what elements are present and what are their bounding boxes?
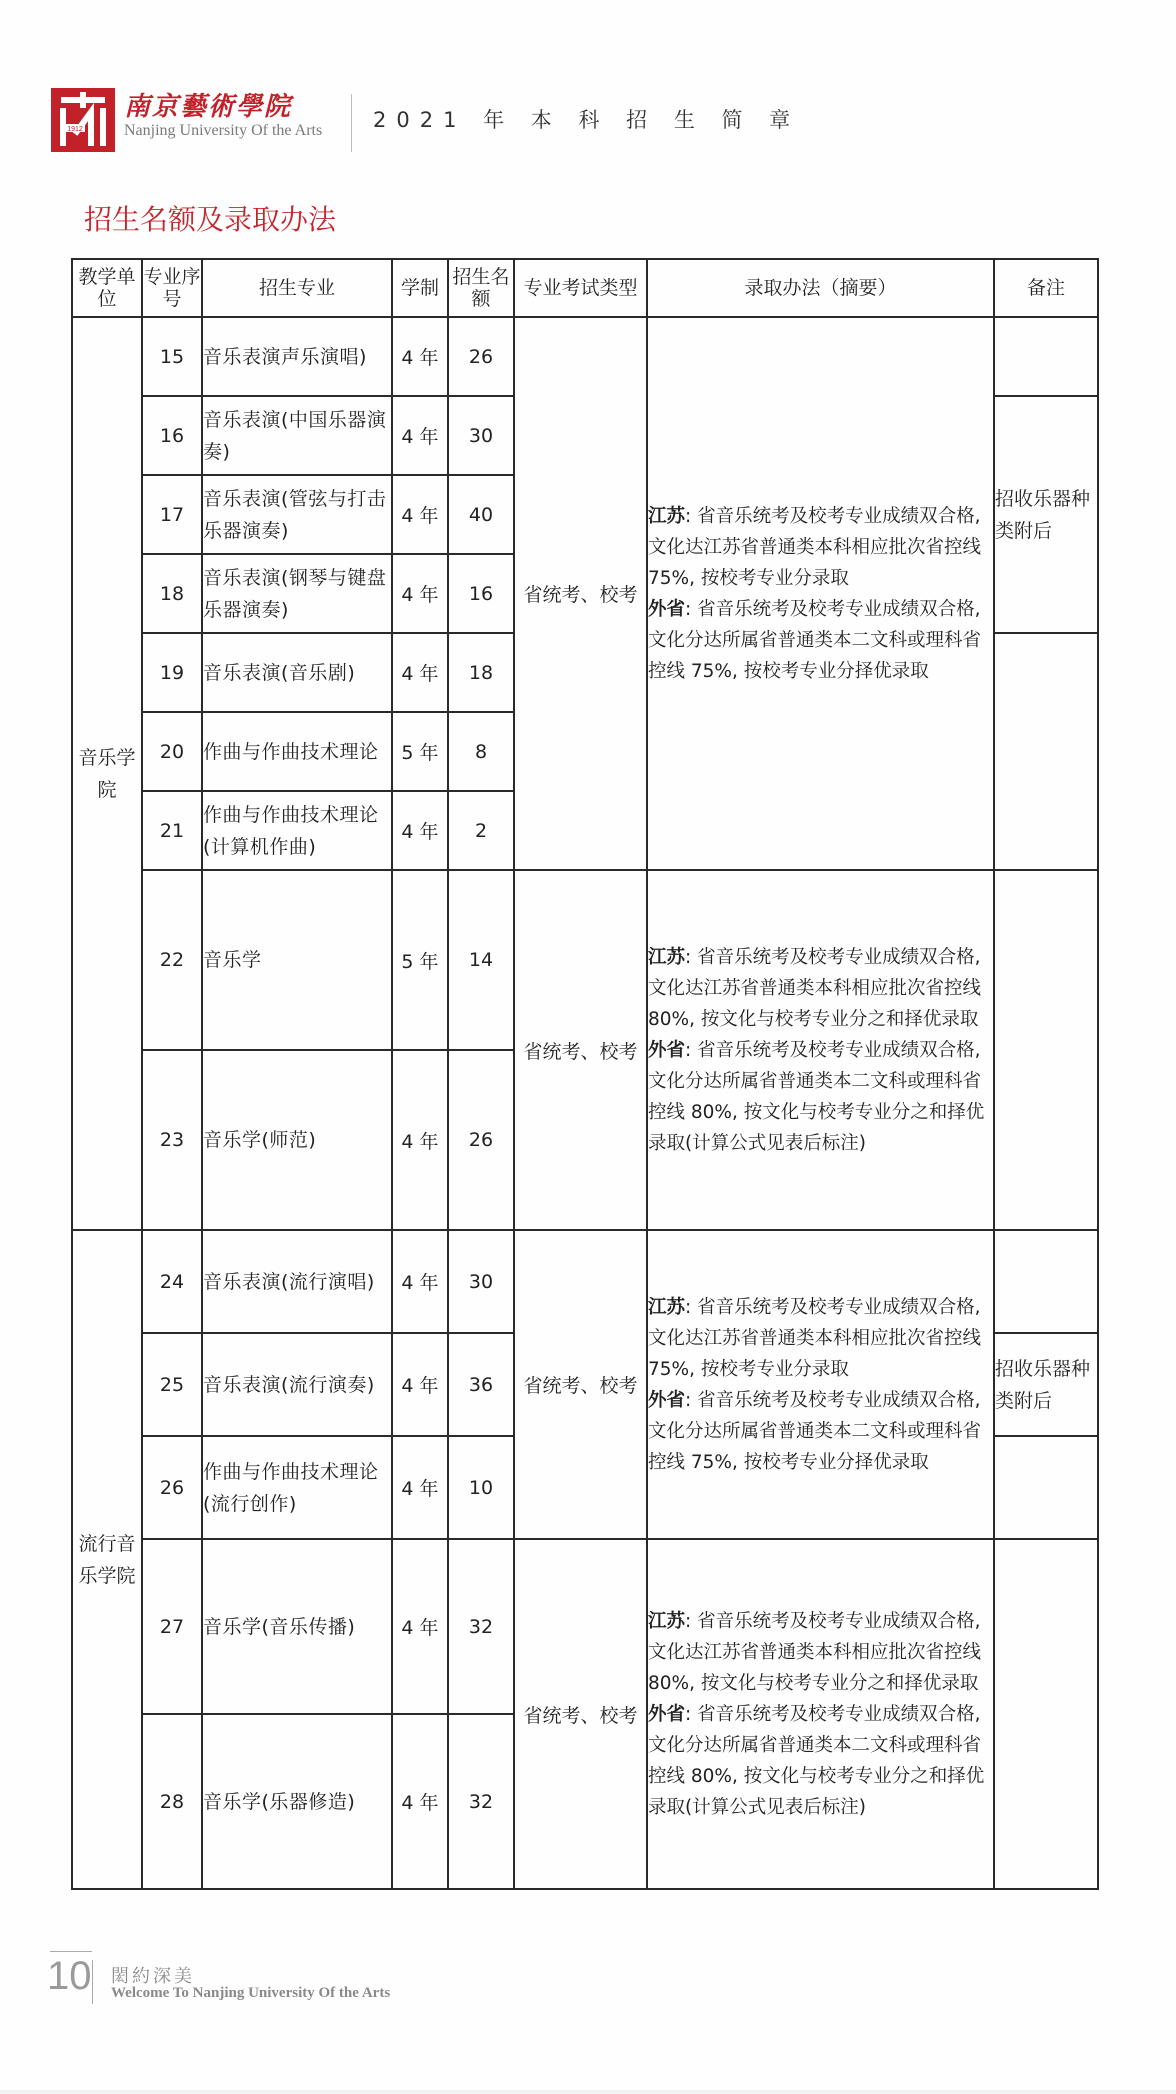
row-duration: 4 年 <box>392 1539 448 1714</box>
row-no: 17 <box>142 475 202 554</box>
row-duration: 5 年 <box>392 870 448 1050</box>
row-major: 作曲与作曲技术理论(流行创作) <box>202 1436 392 1539</box>
header-exam-type: 专业考试类型 <box>514 259 647 317</box>
table-row <box>72 317 1098 396</box>
remark-cell <box>994 1436 1098 1539</box>
row-duration: 4 年 <box>392 475 448 554</box>
header-quota: 招生名额 <box>448 259 514 317</box>
remark-cell <box>994 317 1098 396</box>
row-duration: 4 年 <box>392 1714 448 1889</box>
remark-cell: 招收乐器种类附后 <box>994 1333 1098 1436</box>
row-quota: 10 <box>448 1436 514 1539</box>
row-quota: 2 <box>448 791 514 870</box>
row-quota: 36 <box>448 1333 514 1436</box>
remark-cell <box>994 870 1098 1230</box>
university-name-en: Nanjing University Of the Arts <box>124 122 323 139</box>
unit-cell: 流行音乐学院 <box>72 1230 142 1889</box>
bottom-strip <box>0 2090 1176 2094</box>
row-quota: 32 <box>448 1714 514 1889</box>
remark-cell <box>994 633 1098 870</box>
row-no: 20 <box>142 712 202 791</box>
header-method: 录取办法（摘要） <box>647 259 994 317</box>
row-no: 23 <box>142 1050 202 1230</box>
header-no: 专业序号 <box>142 259 202 317</box>
exam-type-cell: 省统考、校考 <box>514 1230 647 1539</box>
remark-cell <box>994 1539 1098 1889</box>
method-cell: 江苏: 省音乐统考及校考专业成绩双合格, 文化达江苏省普通类本科相应批次省控线 75%, 按校考专业分录取 外省: 省音乐统考及校考专业成绩双合格, 文化分达所属省普通类本二文科或理科省控线 75%, 按校考专业分择优录取 <box>647 1230 994 1539</box>
university-logo-seal <box>51 88 115 152</box>
unit-cell: 音乐学院 <box>72 317 142 1230</box>
page-number: 10 <box>47 1954 92 1998</box>
row-major: 音乐表演(音乐剧) <box>202 633 392 712</box>
table-row <box>72 1539 1098 1714</box>
row-major: 音乐学 <box>202 870 392 1050</box>
row-quota: 40 <box>448 475 514 554</box>
row-quota: 26 <box>448 317 514 396</box>
row-quota: 8 <box>448 712 514 791</box>
row-no: 18 <box>142 554 202 633</box>
row-duration: 4 年 <box>392 1050 448 1230</box>
exam-type-cell: 省统考、校考 <box>514 1539 647 1889</box>
row-duration: 4 年 <box>392 554 448 633</box>
row-duration: 4 年 <box>392 317 448 396</box>
row-major: 音乐表演(管弦与打击乐器演奏) <box>202 475 392 554</box>
row-quota: 32 <box>448 1539 514 1714</box>
row-major: 作曲与作曲技术理论 <box>202 712 392 791</box>
header-divider <box>351 94 352 152</box>
row-duration: 4 年 <box>392 791 448 870</box>
row-quota: 26 <box>448 1050 514 1230</box>
footer-slogan-en: Welcome To Nanjing University Of the Arts <box>111 1985 391 2001</box>
row-quota: 14 <box>448 870 514 1050</box>
header-duration: 学制 <box>392 259 448 317</box>
row-duration: 4 年 <box>392 633 448 712</box>
row-no: 21 <box>142 791 202 870</box>
remark-cell <box>994 1230 1098 1333</box>
brochure-title: 2021 年 本 科 招 生 简 章 <box>373 108 801 132</box>
row-major: 音乐表演(流行演奏) <box>202 1333 392 1436</box>
row-major: 音乐表演(钢琴与键盘乐器演奏) <box>202 554 392 633</box>
row-duration: 4 年 <box>392 1230 448 1333</box>
row-duration: 4 年 <box>392 1436 448 1539</box>
row-no: 19 <box>142 633 202 712</box>
row-major: 音乐学(音乐传播) <box>202 1539 392 1714</box>
row-major: 作曲与作曲技术理论(计算机作曲) <box>202 791 392 870</box>
row-quota: 16 <box>448 554 514 633</box>
section-title: 招生名额及录取办法 <box>84 203 337 236</box>
row-major: 音乐表演声乐演唱) <box>202 317 392 396</box>
table-row <box>72 1230 1098 1333</box>
row-duration: 4 年 <box>392 396 448 475</box>
row-major: 音乐表演(流行演唱) <box>202 1230 392 1333</box>
row-quota: 18 <box>448 633 514 712</box>
row-duration: 4 年 <box>392 1333 448 1436</box>
method-cell: 江苏: 省音乐统考及校考专业成绩双合格, 文化达江苏省普通类本科相应批次省控线 80%, 按文化与校考专业分之和择优录取 外省: 省音乐统考及校考专业成绩双合格, 文化分达所属省普通类本二文科或理科省控线 80%, 按文化与校考专业分之和择优录取(计算公式见表后标注) <box>647 1539 994 1889</box>
seal-icon <box>51 88 115 152</box>
header-unit: 教学单位 <box>72 259 142 317</box>
header-major: 招生专业 <box>202 259 392 317</box>
row-no: 22 <box>142 870 202 1050</box>
row-quota: 30 <box>448 1230 514 1333</box>
method-cell: 江苏: 省音乐统考及校考专业成绩双合格, 文化达江苏省普通类本科相应批次省控线 75%, 按校考专业分录取 外省: 省音乐统考及校考专业成绩双合格, 文化分达所属省普通类本二文科或理科省控线 75%, 按校考专业分择优录取 <box>647 317 994 870</box>
footer-rule <box>50 1951 92 1952</box>
remark-cell: 招收乐器种类附后 <box>994 396 1098 633</box>
method-cell: 江苏: 省音乐统考及校考专业成绩双合格, 文化达江苏省普通类本科相应批次省控线 80%, 按文化与校考专业分之和择优录取 外省: 省音乐统考及校考专业成绩双合格, 文化分达所属省普通类本二文科或理科省控线 80%, 按文化与校考专业分之和择优录取(计算公式见表后标注) <box>647 870 994 1230</box>
row-no: 27 <box>142 1539 202 1714</box>
svg-text:1912: 1912 <box>67 126 83 133</box>
row-quota: 30 <box>448 396 514 475</box>
footer-slogan-cn: 閎約深美 <box>111 1966 195 1987</box>
row-no: 28 <box>142 1714 202 1889</box>
row-no: 16 <box>142 396 202 475</box>
table-header-row <box>72 259 1098 317</box>
row-major: 音乐学(乐器修造) <box>202 1714 392 1889</box>
row-duration: 5 年 <box>392 712 448 791</box>
row-no: 26 <box>142 1436 202 1539</box>
row-no: 24 <box>142 1230 202 1333</box>
table-row <box>72 870 1098 1050</box>
row-no: 25 <box>142 1333 202 1436</box>
university-name-cn: 南京藝術學院 <box>124 92 293 122</box>
admission-table <box>71 258 1099 1890</box>
exam-type-cell: 省统考、校考 <box>514 870 647 1230</box>
row-no: 15 <box>142 317 202 396</box>
row-major: 音乐表演(中国乐器演奏) <box>202 396 392 475</box>
header-remark: 备注 <box>994 259 1098 317</box>
footer-divider <box>92 1960 93 2004</box>
exam-type-cell: 省统考、校考 <box>514 317 647 870</box>
row-major: 音乐学(师范) <box>202 1050 392 1230</box>
